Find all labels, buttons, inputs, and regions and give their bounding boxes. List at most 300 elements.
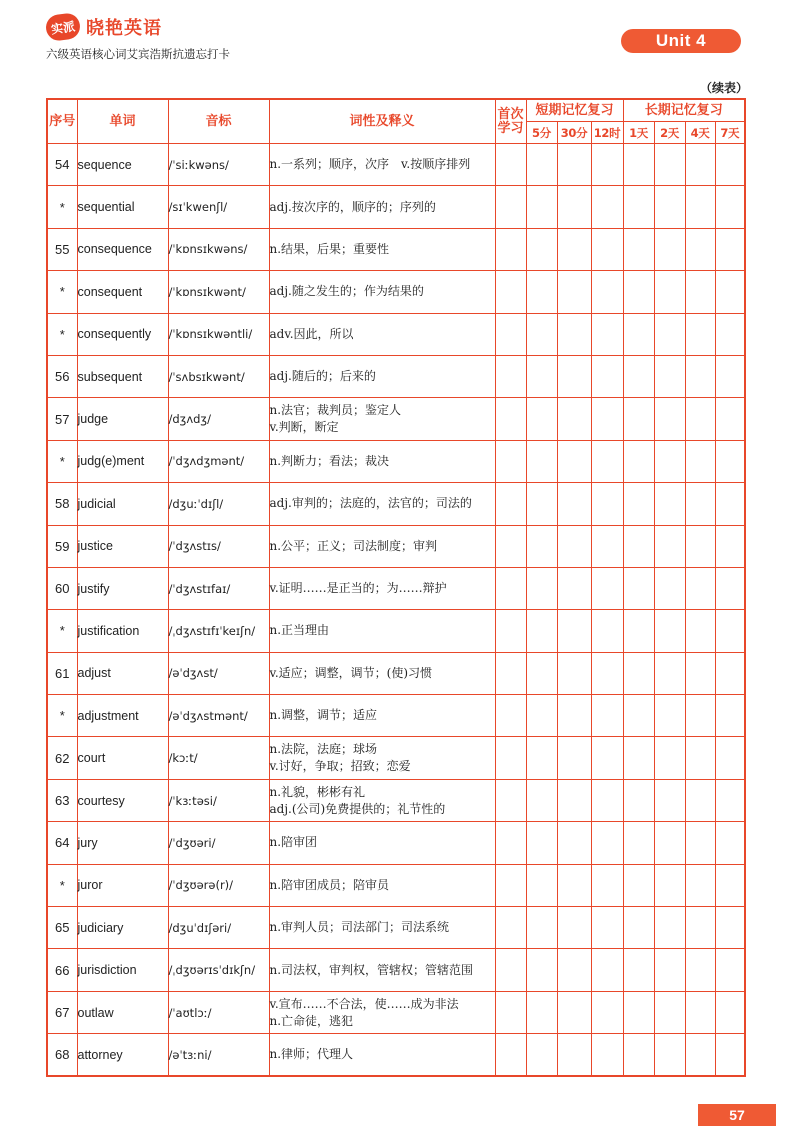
- col-header-first-study: 首次学习: [495, 99, 526, 144]
- review-checkbox[interactable]: [715, 398, 745, 440]
- review-checkbox[interactable]: [495, 525, 526, 567]
- review-checkbox[interactable]: [557, 355, 591, 397]
- table-row: [47, 864, 745, 906]
- brand-logo: 实派: [44, 12, 81, 42]
- review-checkbox[interactable]: [591, 907, 623, 949]
- review-checkbox[interactable]: [495, 355, 526, 397]
- review-checkbox[interactable]: [715, 271, 745, 313]
- row-meaning: [269, 991, 495, 1033]
- meaning-line: n.调整，调节；适应: [269, 708, 378, 723]
- review-checkbox[interactable]: [654, 483, 685, 525]
- row-phonetic: /ˈdʒʊəri/: [168, 822, 269, 864]
- review-checkbox[interactable]: [591, 398, 623, 440]
- review-checkbox[interactable]: [526, 483, 557, 525]
- review-checkbox[interactable]: [715, 695, 745, 737]
- review-checkbox[interactable]: [685, 864, 715, 906]
- review-checkbox[interactable]: [654, 313, 685, 355]
- meaning-line: n.陪审团成员；陪审员: [269, 877, 390, 892]
- review-checkbox[interactable]: [715, 949, 745, 991]
- review-checkbox[interactable]: [495, 271, 526, 313]
- row-word: judiciary: [77, 907, 168, 949]
- col-header-num: 序号: [47, 99, 77, 144]
- review-checkbox[interactable]: [715, 313, 745, 355]
- vocabulary-table: [46, 98, 746, 1077]
- review-checkbox[interactable]: [715, 610, 745, 652]
- row-meaning: [269, 440, 495, 482]
- review-checkbox[interactable]: [591, 779, 623, 821]
- review-checkbox[interactable]: [526, 695, 557, 737]
- review-checkbox[interactable]: [654, 822, 685, 864]
- table-row: [47, 610, 745, 652]
- meaning-line: v.判断，断定: [269, 420, 339, 435]
- row-word: adjust: [77, 652, 168, 694]
- review-checkbox[interactable]: [557, 695, 591, 737]
- review-checkbox[interactable]: [526, 398, 557, 440]
- review-checkbox[interactable]: [654, 144, 685, 186]
- review-checkbox[interactable]: [654, 610, 685, 652]
- table-row: [47, 1034, 745, 1076]
- table-row: [47, 652, 745, 694]
- review-checkbox[interactable]: [654, 228, 685, 270]
- review-checkbox[interactable]: [654, 355, 685, 397]
- review-checkbox[interactable]: [495, 1034, 526, 1076]
- row-meaning: [269, 1034, 495, 1076]
- review-checkbox[interactable]: [654, 525, 685, 567]
- table-row: [47, 737, 745, 779]
- interval-30min: 30分: [557, 122, 591, 144]
- review-checkbox[interactable]: [715, 567, 745, 609]
- row-number: 62: [47, 737, 77, 779]
- review-checkbox[interactable]: [495, 907, 526, 949]
- meaning-line: n.正当理由: [269, 623, 330, 638]
- review-checkbox[interactable]: [591, 610, 623, 652]
- page-number: 57: [698, 1104, 776, 1126]
- review-checkbox[interactable]: [623, 610, 654, 652]
- review-checkbox[interactable]: [654, 271, 685, 313]
- review-checkbox[interactable]: [557, 525, 591, 567]
- book-subtitle: 六级英语核心词艾宾浩斯抗遗忘打卡: [46, 47, 230, 61]
- row-number: *: [47, 313, 77, 355]
- review-checkbox[interactable]: [685, 313, 715, 355]
- row-number: *: [47, 186, 77, 228]
- review-checkbox[interactable]: [654, 695, 685, 737]
- meaning-line: n.法院，法庭；球场: [269, 742, 378, 757]
- review-checkbox[interactable]: [715, 483, 745, 525]
- meaning-line: v.证明……是正当的；为……辩护: [269, 581, 447, 596]
- review-checkbox[interactable]: [526, 991, 557, 1033]
- review-checkbox[interactable]: [715, 652, 745, 694]
- row-phonetic: /ˈdʒʌdʒmənt/: [168, 440, 269, 482]
- row-number: 61: [47, 652, 77, 694]
- review-checkbox[interactable]: [526, 864, 557, 906]
- review-checkbox[interactable]: [654, 949, 685, 991]
- row-number: *: [47, 440, 77, 482]
- review-checkbox[interactable]: [715, 907, 745, 949]
- review-checkbox[interactable]: [685, 907, 715, 949]
- review-checkbox[interactable]: [526, 186, 557, 228]
- review-checkbox[interactable]: [591, 313, 623, 355]
- table-row: [47, 144, 745, 186]
- row-number: 68: [47, 1034, 77, 1076]
- review-checkbox[interactable]: [623, 355, 654, 397]
- review-checkbox[interactable]: [557, 440, 591, 482]
- meaning-line: n.一系列；顺序，次序 v.按顺序排列: [269, 157, 471, 172]
- review-checkbox[interactable]: [495, 228, 526, 270]
- row-word: judge: [77, 398, 168, 440]
- row-number: 63: [47, 779, 77, 821]
- review-checkbox[interactable]: [654, 186, 685, 228]
- row-phonetic: /ˈkɒnsɪkwənt/: [168, 271, 269, 313]
- review-checkbox[interactable]: [715, 737, 745, 779]
- meaning-line: n.公平；正义；司法制度；审判: [269, 538, 438, 553]
- review-checkbox[interactable]: [591, 186, 623, 228]
- row-word: outlaw: [77, 991, 168, 1033]
- review-checkbox[interactable]: [557, 907, 591, 949]
- review-checkbox[interactable]: [495, 567, 526, 609]
- review-checkbox[interactable]: [591, 822, 623, 864]
- review-checkbox[interactable]: [557, 779, 591, 821]
- review-checkbox[interactable]: [591, 949, 623, 991]
- review-checkbox[interactable]: [685, 822, 715, 864]
- review-checkbox[interactable]: [557, 271, 591, 313]
- review-checkbox[interactable]: [623, 695, 654, 737]
- review-checkbox[interactable]: [623, 186, 654, 228]
- meaning-line: n.审判人员；司法部门；司法系统: [269, 920, 450, 935]
- review-checkbox[interactable]: [557, 228, 591, 270]
- interval-2day: 2天: [654, 122, 685, 144]
- table-row: [47, 355, 745, 397]
- vocabulary-rows: [47, 144, 745, 1077]
- row-meaning: [269, 313, 495, 355]
- review-checkbox[interactable]: [557, 652, 591, 694]
- review-checkbox[interactable]: [526, 1034, 557, 1076]
- row-word: jurisdiction: [77, 949, 168, 991]
- review-checkbox[interactable]: [526, 144, 557, 186]
- table-row: [47, 271, 745, 313]
- review-checkbox[interactable]: [685, 949, 715, 991]
- review-checkbox[interactable]: [715, 228, 745, 270]
- review-checkbox[interactable]: [526, 525, 557, 567]
- review-checkbox[interactable]: [495, 440, 526, 482]
- table-row: [47, 440, 745, 482]
- review-checkbox[interactable]: [685, 991, 715, 1033]
- row-phonetic: /ˈdʒʌstɪs/: [168, 525, 269, 567]
- review-checkbox[interactable]: [685, 186, 715, 228]
- row-word: consequent: [77, 271, 168, 313]
- row-word: justify: [77, 567, 168, 609]
- row-phonetic: /ˈdʒʌstɪfaɪ/: [168, 567, 269, 609]
- row-number: *: [47, 864, 77, 906]
- row-word: adjustment: [77, 695, 168, 737]
- table-row: [47, 822, 745, 864]
- row-phonetic: /ˈdʒʊərə(r)/: [168, 864, 269, 906]
- table-row: [47, 779, 745, 821]
- row-number: *: [47, 610, 77, 652]
- review-checkbox[interactable]: [685, 652, 715, 694]
- meaning-line: adj.随之发生的；作为结果的: [269, 284, 424, 299]
- review-checkbox[interactable]: [685, 567, 715, 609]
- review-checkbox[interactable]: [591, 355, 623, 397]
- review-checkbox[interactable]: [526, 271, 557, 313]
- review-checkbox[interactable]: [623, 652, 654, 694]
- row-word: judicial: [77, 483, 168, 525]
- row-word: sequential: [77, 186, 168, 228]
- review-checkbox[interactable]: [591, 271, 623, 313]
- meaning-line: adj.随后的；后来的: [269, 369, 376, 384]
- row-word: juror: [77, 864, 168, 906]
- review-checkbox[interactable]: [495, 695, 526, 737]
- interval-7day: 7天: [715, 122, 745, 144]
- review-checkbox[interactable]: [623, 525, 654, 567]
- review-checkbox[interactable]: [685, 610, 715, 652]
- table-row: [47, 907, 745, 949]
- review-checkbox[interactable]: [526, 440, 557, 482]
- review-checkbox[interactable]: [715, 779, 745, 821]
- row-phonetic: /sɪˈkwenʃl/: [168, 186, 269, 228]
- review-checkbox[interactable]: [715, 440, 745, 482]
- row-word: justification: [77, 610, 168, 652]
- review-checkbox[interactable]: [557, 313, 591, 355]
- review-checkbox[interactable]: [654, 991, 685, 1033]
- review-checkbox[interactable]: [685, 398, 715, 440]
- row-phonetic: /ˈaʊtlɔː/: [168, 991, 269, 1033]
- row-phonetic: /ˈkɜːtəsi/: [168, 779, 269, 821]
- review-checkbox[interactable]: [685, 355, 715, 397]
- review-checkbox[interactable]: [495, 991, 526, 1033]
- review-checkbox[interactable]: [623, 398, 654, 440]
- row-number: 67: [47, 991, 77, 1033]
- review-checkbox[interactable]: [654, 864, 685, 906]
- row-number: 59: [47, 525, 77, 567]
- review-checkbox[interactable]: [623, 864, 654, 906]
- review-checkbox[interactable]: [495, 186, 526, 228]
- table-row: [47, 398, 745, 440]
- review-checkbox[interactable]: [526, 949, 557, 991]
- review-checkbox[interactable]: [557, 398, 591, 440]
- review-checkbox[interactable]: [685, 144, 715, 186]
- row-number: *: [47, 271, 77, 313]
- review-checkbox[interactable]: [526, 779, 557, 821]
- meaning-line: n.结果，后果；重要性: [269, 241, 390, 256]
- review-checkbox[interactable]: [623, 271, 654, 313]
- review-checkbox[interactable]: [526, 355, 557, 397]
- row-word: justice: [77, 525, 168, 567]
- review-checkbox[interactable]: [623, 949, 654, 991]
- review-checkbox[interactable]: [495, 779, 526, 821]
- brand: [46, 14, 162, 40]
- review-checkbox[interactable]: [623, 779, 654, 821]
- meaning-line: n.陪审团: [269, 835, 318, 850]
- review-checkbox[interactable]: [591, 991, 623, 1033]
- row-number: *: [47, 695, 77, 737]
- review-checkbox[interactable]: [495, 483, 526, 525]
- review-checkbox[interactable]: [715, 144, 745, 186]
- review-checkbox[interactable]: [685, 737, 715, 779]
- review-checkbox[interactable]: [654, 567, 685, 609]
- table-row: [47, 567, 745, 609]
- row-meaning: [269, 228, 495, 270]
- review-checkbox[interactable]: [591, 440, 623, 482]
- row-phonetic: /ˌdʒʌstɪfɪˈkeɪʃn/: [168, 610, 269, 652]
- continued-note: （续表）: [700, 81, 749, 95]
- meaning-line: n.律师；代理人: [269, 1047, 354, 1062]
- review-checkbox[interactable]: [526, 610, 557, 652]
- row-meaning: [269, 864, 495, 906]
- review-checkbox[interactable]: [654, 398, 685, 440]
- review-checkbox[interactable]: [591, 1034, 623, 1076]
- meaning-line: n.礼貌，彬彬有礼: [269, 784, 366, 799]
- row-word: court: [77, 737, 168, 779]
- table-row: [47, 525, 745, 567]
- review-checkbox[interactable]: [495, 313, 526, 355]
- review-checkbox[interactable]: [557, 737, 591, 779]
- review-checkbox[interactable]: [557, 567, 591, 609]
- review-checkbox[interactable]: [715, 355, 745, 397]
- row-meaning: [269, 144, 495, 186]
- review-checkbox[interactable]: [495, 398, 526, 440]
- review-checkbox[interactable]: [654, 737, 685, 779]
- review-checkbox[interactable]: [623, 737, 654, 779]
- table-row: [47, 991, 745, 1033]
- brand-name: 晓艳英语: [86, 18, 162, 39]
- review-checkbox[interactable]: [591, 652, 623, 694]
- review-checkbox[interactable]: [557, 1034, 591, 1076]
- unit-tag: Unit 4: [621, 29, 741, 53]
- meaning-line: n.判断力；看法；裁决: [269, 453, 390, 468]
- review-checkbox[interactable]: [623, 144, 654, 186]
- meaning-line: n.司法权，审判权，管辖权；管辖范围: [269, 962, 474, 977]
- col-header-meaning: 词性及释义: [269, 99, 495, 144]
- row-meaning: [269, 779, 495, 821]
- review-checkbox[interactable]: [685, 1034, 715, 1076]
- review-checkbox[interactable]: [715, 1034, 745, 1076]
- review-checkbox[interactable]: [685, 271, 715, 313]
- row-meaning: [269, 483, 495, 525]
- review-checkbox[interactable]: [654, 907, 685, 949]
- review-checkbox[interactable]: [495, 737, 526, 779]
- row-number: 66: [47, 949, 77, 991]
- review-checkbox[interactable]: [526, 228, 557, 270]
- review-checkbox[interactable]: [526, 907, 557, 949]
- review-checkbox[interactable]: [495, 652, 526, 694]
- review-checkbox[interactable]: [715, 864, 745, 906]
- review-checkbox[interactable]: [526, 567, 557, 609]
- row-phonetic: /ˌdʒʊərɪsˈdɪkʃn/: [168, 949, 269, 991]
- table-row: [47, 186, 745, 228]
- col-header-ipa: 音标: [168, 99, 269, 144]
- row-number: 55: [47, 228, 77, 270]
- review-checkbox[interactable]: [715, 991, 745, 1033]
- review-checkbox[interactable]: [685, 440, 715, 482]
- review-checkbox[interactable]: [623, 567, 654, 609]
- row-number: 56: [47, 355, 77, 397]
- review-checkbox[interactable]: [623, 822, 654, 864]
- review-checkbox[interactable]: [557, 610, 591, 652]
- review-checkbox[interactable]: [557, 144, 591, 186]
- col-header-long-review: 长期记忆复习: [623, 99, 745, 122]
- review-checkbox[interactable]: [495, 949, 526, 991]
- review-checkbox[interactable]: [526, 313, 557, 355]
- review-checkbox[interactable]: [685, 228, 715, 270]
- review-checkbox[interactable]: [591, 864, 623, 906]
- row-word: subsequent: [77, 355, 168, 397]
- review-checkbox[interactable]: [557, 186, 591, 228]
- review-checkbox[interactable]: [623, 483, 654, 525]
- review-checkbox[interactable]: [623, 991, 654, 1033]
- review-checkbox[interactable]: [591, 144, 623, 186]
- meaning-line: adv.因此，所以: [269, 326, 354, 341]
- review-checkbox[interactable]: [623, 440, 654, 482]
- review-checkbox[interactable]: [623, 907, 654, 949]
- row-meaning: [269, 525, 495, 567]
- review-checkbox[interactable]: [495, 864, 526, 906]
- row-meaning: [269, 737, 495, 779]
- row-word: attorney: [77, 1034, 168, 1076]
- row-meaning: [269, 355, 495, 397]
- review-checkbox[interactable]: [526, 822, 557, 864]
- review-checkbox[interactable]: [654, 1034, 685, 1076]
- review-checkbox[interactable]: [557, 864, 591, 906]
- review-checkbox[interactable]: [623, 228, 654, 270]
- review-checkbox[interactable]: [591, 525, 623, 567]
- review-checkbox[interactable]: [685, 779, 715, 821]
- review-checkbox[interactable]: [623, 313, 654, 355]
- meaning-line: adj.(公司)免费提供的；礼节性的: [269, 801, 446, 816]
- review-checkbox[interactable]: [495, 822, 526, 864]
- review-checkbox[interactable]: [557, 949, 591, 991]
- row-phonetic: /əˈdʒʌstmənt/: [168, 695, 269, 737]
- row-phonetic: /ˈsiːkwəns/: [168, 144, 269, 186]
- meaning-line: v.宣布……不合法，使……成为非法: [269, 996, 459, 1011]
- review-checkbox[interactable]: [591, 695, 623, 737]
- row-word: sequence: [77, 144, 168, 186]
- table-row: [47, 228, 745, 270]
- row-meaning: [269, 567, 495, 609]
- review-checkbox[interactable]: [591, 483, 623, 525]
- row-word: judg(e)ment: [77, 440, 168, 482]
- review-checkbox[interactable]: [685, 525, 715, 567]
- meaning-line: adj.按次序的，顺序的；序列的: [269, 199, 436, 214]
- row-number: 57: [47, 398, 77, 440]
- row-number: 60: [47, 567, 77, 609]
- review-checkbox[interactable]: [591, 737, 623, 779]
- review-checkbox[interactable]: [654, 779, 685, 821]
- review-checkbox[interactable]: [557, 483, 591, 525]
- review-checkbox[interactable]: [685, 695, 715, 737]
- row-phonetic: /dʒʌdʒ/: [168, 398, 269, 440]
- review-checkbox[interactable]: [715, 822, 745, 864]
- review-checkbox[interactable]: [495, 144, 526, 186]
- review-checkbox[interactable]: [557, 991, 591, 1033]
- review-checkbox[interactable]: [591, 567, 623, 609]
- row-phonetic: /ˈkɒnsɪkwəntli/: [168, 313, 269, 355]
- review-checkbox[interactable]: [715, 186, 745, 228]
- review-checkbox[interactable]: [557, 822, 591, 864]
- row-meaning: [269, 610, 495, 652]
- review-checkbox[interactable]: [654, 652, 685, 694]
- meaning-line: adj.审判的；法庭的，法官的；司法的: [269, 496, 472, 511]
- review-checkbox[interactable]: [685, 483, 715, 525]
- review-checkbox[interactable]: [623, 1034, 654, 1076]
- row-meaning: [269, 949, 495, 991]
- review-checkbox[interactable]: [591, 228, 623, 270]
- review-checkbox[interactable]: [526, 652, 557, 694]
- review-checkbox[interactable]: [654, 440, 685, 482]
- review-checkbox[interactable]: [715, 525, 745, 567]
- row-meaning: [269, 398, 495, 440]
- review-checkbox[interactable]: [526, 737, 557, 779]
- review-checkbox[interactable]: [495, 610, 526, 652]
